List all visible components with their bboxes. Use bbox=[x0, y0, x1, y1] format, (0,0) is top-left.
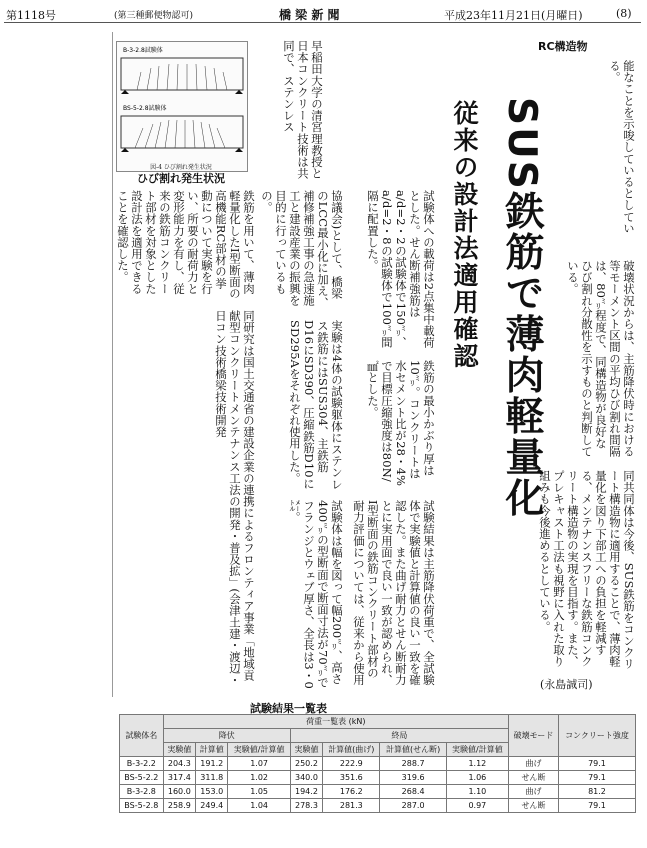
table-cell: 281.3 bbox=[323, 799, 380, 813]
table-cell: 曲げ bbox=[509, 757, 559, 771]
postal-permit: (第三種郵便物認可) bbox=[114, 11, 194, 21]
header-yield: 降伏 bbox=[163, 729, 290, 743]
table-cell: B-3-2.2 bbox=[120, 757, 164, 771]
sub-header: 実験値/計算値 bbox=[446, 743, 508, 757]
table-cell: 81.2 bbox=[558, 785, 635, 799]
table-cell: 288.7 bbox=[380, 757, 446, 771]
crack-diagram bbox=[117, 42, 247, 171]
table-cell: 1.04 bbox=[228, 799, 290, 813]
table-cell: BS-5-2.2 bbox=[120, 771, 164, 785]
table-cell: 191.2 bbox=[196, 757, 228, 771]
table-cell: 287.0 bbox=[380, 799, 446, 813]
table-cell: せん断 bbox=[509, 771, 559, 785]
page-header bbox=[4, 4, 641, 23]
table-row bbox=[120, 799, 636, 813]
table-cell: 79.1 bbox=[558, 771, 635, 785]
sub-header: 計算値(せん断) bbox=[380, 743, 446, 757]
table-cell: 1.07 bbox=[228, 757, 290, 771]
table-cell: 222.9 bbox=[323, 757, 380, 771]
panel1-label: B-3-2.8試験体 bbox=[123, 47, 163, 54]
sub-header: 計算値 bbox=[196, 743, 228, 757]
issue-date: 平成23年11月21日(月曜日) bbox=[444, 9, 583, 22]
table-cell: 79.1 bbox=[558, 799, 635, 813]
left-divider bbox=[112, 32, 113, 697]
table-cell: 曲げ bbox=[509, 785, 559, 799]
page-number: (8) bbox=[616, 7, 632, 20]
table-cell: 176.2 bbox=[323, 785, 380, 799]
text-column: 協議会)として、橋梁のLCC最小化に加え、補修補強工事の急速施工と建設産業の振興を目的に行っているもの。 bbox=[260, 190, 344, 309]
text-column: 早稲田大学の清宮理教授と日本コンクリート技術は共同で、ステンレス bbox=[282, 40, 324, 180]
table-cell: 153.0 bbox=[196, 785, 228, 799]
sub-header: 実験値 bbox=[290, 743, 322, 757]
table-cell: B-3-2.8 bbox=[120, 785, 164, 799]
table-cell: 160.0 bbox=[163, 785, 195, 799]
table-title: 試験結果一覧表 bbox=[250, 702, 327, 715]
header-load: 荷重一覧表 (kN) bbox=[163, 715, 508, 729]
text-column: 試験体への載荷は2点集中載荷とした。せん断補強筋はa/d=2・2の試験体で150㍉、a/d=2・8の試験体で100㍉間隔に配置した。 bbox=[366, 190, 436, 349]
issue-number: 第1118号 bbox=[6, 9, 56, 22]
table-cell: 258.9 bbox=[163, 799, 195, 813]
text-column: 能なことを示唆しているとしている。 bbox=[608, 60, 636, 234]
results-table bbox=[119, 714, 636, 813]
figure-caption: ひび割れ発生状況 bbox=[137, 172, 225, 185]
header-mode: 破壊モード bbox=[509, 715, 559, 757]
table-cell: BS-5-2.8 bbox=[120, 799, 164, 813]
sub-header: 実験値 bbox=[163, 743, 195, 757]
figure-sub-caption: 図-4 ひび割れ発生状況 bbox=[150, 164, 212, 171]
table-cell: 1.10 bbox=[446, 785, 508, 799]
table-cell: 268.4 bbox=[380, 785, 446, 799]
table-cell: 194.2 bbox=[290, 785, 322, 799]
text-column: 試験結果は主筋降伏荷重で、全試験体で実験値と計算値の良い一致を確認した。また曲げ耐力とせん断耐力とに実用面で良い一致が認められ、I型断面の鉄筋コンクリート部材の耐力評価については、従来から使用 bbox=[352, 500, 436, 686]
text-column: 破壊状況からは、主筋降伏時における等モーメント区間の平均ひび割れ間隔は、80㍉程度で、同構造物が良好なひび割れ分散性を示すものと判断している。 bbox=[566, 260, 636, 458]
text-column: 試験体は幅を図って幅200㍉、高さ400㍉の型断面で断面寸法が70㍉でフランジとウェブ厚さ、全長は3・0㍍。 bbox=[288, 500, 344, 689]
table-cell: 311.8 bbox=[196, 771, 228, 785]
table-cell: 340.0 bbox=[290, 771, 322, 785]
table-row bbox=[120, 757, 636, 771]
table-cell: 1.12 bbox=[446, 757, 508, 771]
table-cell: 1.02 bbox=[228, 771, 290, 785]
table-cell: 249.4 bbox=[196, 799, 228, 813]
table-cell: 250.2 bbox=[290, 757, 322, 771]
table-cell: せん断 bbox=[509, 799, 559, 813]
table-cell: 351.6 bbox=[323, 771, 380, 785]
table-cell: 204.3 bbox=[163, 757, 195, 771]
sub-header: 実験値/計算値 bbox=[228, 743, 290, 757]
header-specimen: 試験体名 bbox=[120, 715, 164, 757]
article-author: (永島誠司) bbox=[540, 678, 593, 691]
crack-figure bbox=[116, 41, 248, 172]
table-cell: 319.6 bbox=[380, 771, 446, 785]
text-column: 鉄筋を用いて、薄肉軽量化したI型断面の高機能RC部材の挙動について実験を行い、所要の耐荷力と変形能力を有し、従来の鉄筋コンクリート部材を対象とした設計法を適用できることを確認した。 bbox=[116, 190, 256, 300]
article-category: RC構造物 bbox=[538, 40, 588, 53]
table-cell: 1.06 bbox=[446, 771, 508, 785]
table-cell: 0.97 bbox=[446, 799, 508, 813]
table-cell: 79.1 bbox=[558, 757, 635, 771]
table-cell: 1.05 bbox=[228, 785, 290, 799]
header-strength: コンクリート強度 bbox=[558, 715, 635, 757]
newspaper-name: 橋 梁 新 聞 bbox=[279, 8, 340, 22]
text-column: 同共同体は今後、SUS鉄筋をコンクリート構造物に適用することで、薄肉軽量化を図り下部工への負担を軽減する、メンテナンスフリーな鉄筋コンクリート構造物の実現を目指す。また、プレキャスト工法も視野に入れた取り組みも今後進めるとしている。 bbox=[538, 470, 636, 670]
table-cell: 317.4 bbox=[163, 771, 195, 785]
header-ultimate: 終局 bbox=[290, 729, 508, 743]
article-headline: SUS鉄筋で薄肉軽量化 bbox=[499, 97, 544, 519]
text-column: 実験は4体の試験躯体にステンレス鉄筋にはSUS304、主鉄筋D16にSD390、圧縮鉄筋D10にSD295Aをそれぞれ使用した。 bbox=[288, 320, 344, 490]
text-column: 同研究は国土交通省の建設企業の連携によるフロンティア事業「地域貢献型コンクリートメンテナンス工法の開発・普及拡」(会津土建・渡辺・日コン技術橋梁技術開発 bbox=[214, 310, 256, 686]
text-column: 鉄筋の最小かぶり厚は10㍉。コンクリートは水セメント比が28・4%で目標圧縮強度は80N/㎟とした。 bbox=[366, 360, 436, 487]
sub-header: 計算値(曲げ) bbox=[323, 743, 380, 757]
table-row bbox=[120, 785, 636, 799]
panel2-label: BS-5-2.8試験体 bbox=[123, 105, 167, 112]
table-row bbox=[120, 771, 636, 785]
article-subheadline: 従来の設計法適用確認 bbox=[450, 100, 479, 370]
table-cell: 278.3 bbox=[290, 799, 322, 813]
